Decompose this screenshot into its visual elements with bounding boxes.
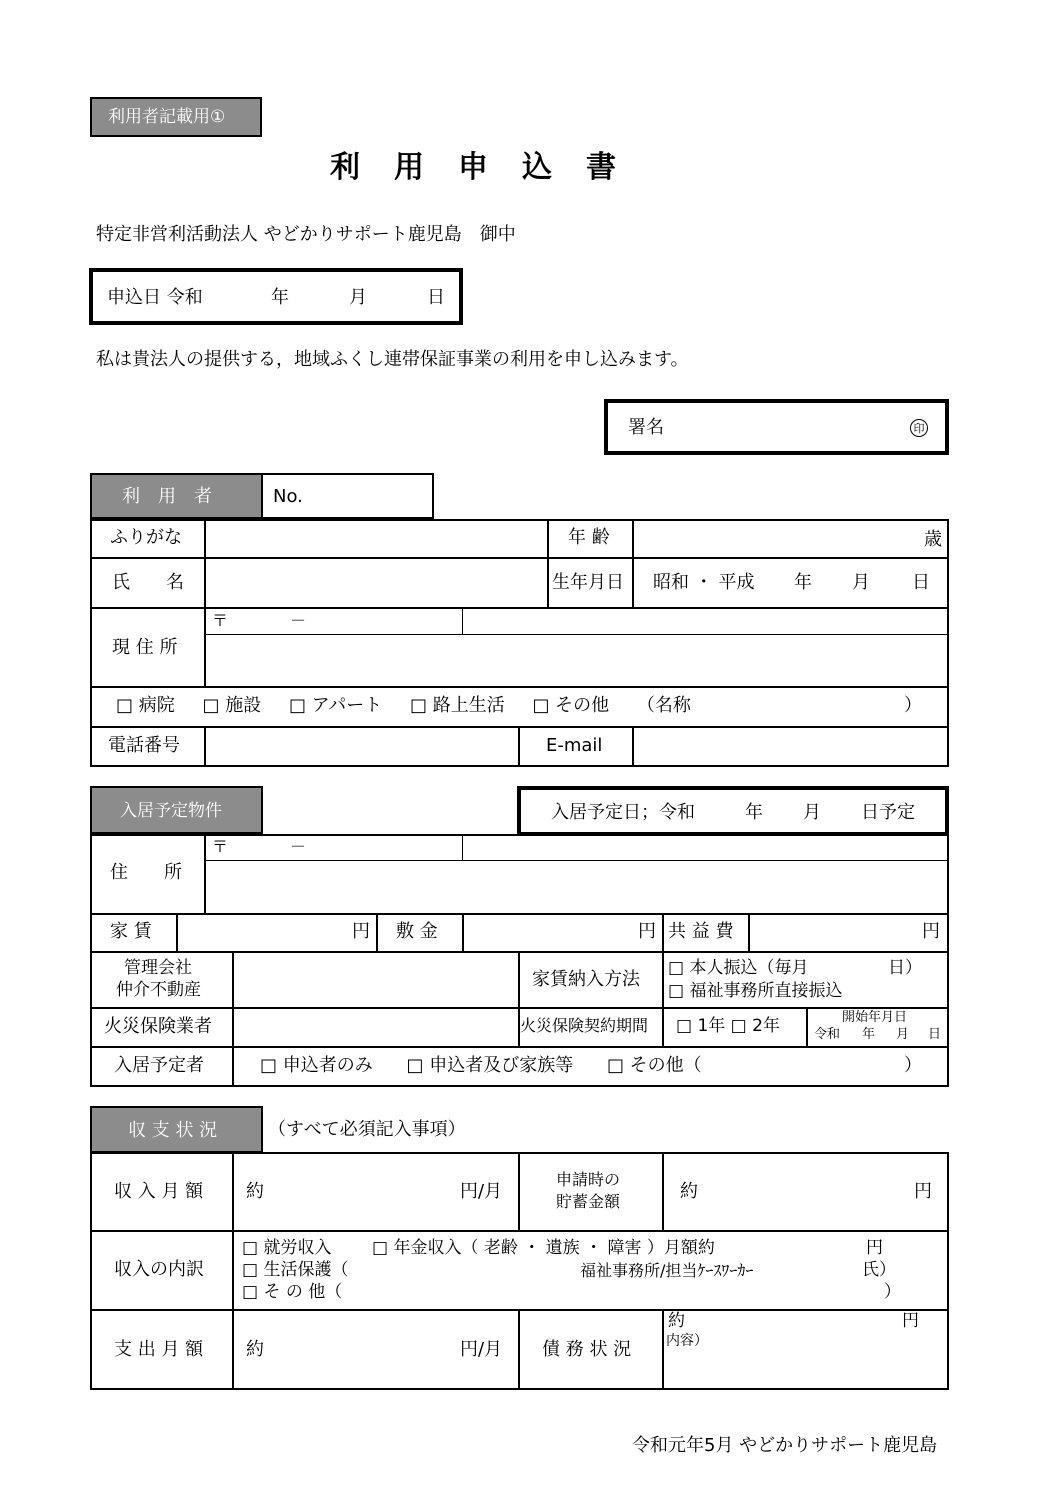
payment-option-self[interactable]: □ 本人振込（毎月 (668, 958, 809, 978)
management-company-input[interactable] (234, 953, 517, 1006)
finance-section-header-text: 収 支 状 況 (128, 1120, 218, 1141)
common-fee-label: 共 益 費 (668, 921, 734, 942)
form-badge (90, 97, 262, 137)
insurance-start-month: 月 (896, 1027, 910, 1042)
name-input[interactable] (206, 559, 546, 606)
dob-month: 月 (852, 572, 870, 593)
income-option-welfare[interactable]: □ 生活保護（ (242, 1260, 349, 1280)
rent-input[interactable] (178, 915, 348, 950)
user-section-header-text: 利 用 者 (122, 486, 212, 507)
user-number-label: No. (273, 486, 303, 507)
debt-label: 債 務 状 況 (542, 1339, 632, 1360)
move-in-month: 月 (803, 802, 821, 823)
signature-label: 署名 (628, 417, 664, 438)
management-label-2: 仲介不動産 (116, 980, 201, 1000)
signature-box[interactable] (604, 399, 949, 455)
payment-method-label: 家賃納入方法 (532, 969, 640, 990)
phone-label: 電話番号 (108, 735, 180, 756)
property-address-input[interactable] (206, 862, 947, 912)
age-label: 年 齢 (568, 527, 610, 548)
user-section-header (90, 473, 263, 519)
insurance-start-era: 令和 (814, 1027, 841, 1042)
property-postal-mark: 〒 (212, 837, 229, 856)
user-number-field[interactable] (261, 473, 434, 519)
move-in-date-box[interactable] (517, 786, 949, 836)
move-in-year: 年 (745, 802, 763, 823)
postal-mark: 〒 (212, 611, 229, 630)
email-label: E-mail (546, 735, 603, 756)
residence-option-other[interactable]: □ その他 (532, 695, 610, 716)
occupant-options[interactable] (260, 1057, 702, 1075)
finance-note: （すべて必須記入事項） (268, 1119, 466, 1140)
postal-code-input[interactable] (230, 609, 460, 633)
monthly-income-approx: 約 (246, 1181, 264, 1202)
debt-approx: 約 (668, 1311, 685, 1331)
address-label: 現 住 所 (112, 637, 178, 658)
seal-icon: 印 (910, 419, 928, 437)
occupant-option-other[interactable]: □ その他（ (606, 1055, 702, 1076)
addressee: 特定非営利活動法人 やどかりサポート鹿児島 御中 (96, 224, 516, 245)
finance-section-header (90, 1106, 263, 1153)
debt-input[interactable] (664, 1350, 947, 1388)
savings-yen: 円 (914, 1181, 932, 1202)
occupant-other-close: ） (904, 1055, 922, 1076)
monthly-expense-label: 支 出 月 額 (114, 1339, 204, 1360)
monthly-income-unit: 円/月 (460, 1181, 503, 1202)
move-in-date-label: 入居予定日；令和 (551, 802, 695, 823)
income-option-pension[interactable]: □ 年金収入（ 老齢 ・ 遺族 ・ 障害 ）月額約 (372, 1238, 715, 1258)
rent-yen: 円 (352, 921, 370, 942)
insurer-input[interactable] (234, 1009, 517, 1045)
residence-option-facility[interactable]: □ 施設 (202, 695, 262, 716)
residence-type-options[interactable] (116, 697, 691, 715)
payment-option-welfare[interactable]: □ 福祉事務所直接振込 (668, 981, 843, 1001)
rent-label: 家 賃 (110, 921, 152, 942)
property-postal-input[interactable] (230, 836, 460, 859)
email-input[interactable] (634, 728, 947, 765)
dob-label: 生年月日 (552, 572, 624, 593)
statement: 私は貴法人の提供する，地域ふくし連帯保証事業の利用を申し込みます。 (96, 349, 689, 370)
deposit-label: 敷 金 (396, 921, 438, 942)
name-label: 氏 名 (112, 572, 184, 593)
furigana-label: ふりがな (110, 527, 182, 548)
insurance-start-year: 年 (862, 1027, 876, 1042)
form-badge-text: 利用者記載用① (108, 107, 226, 127)
insurance-period-options[interactable]: □ 1年 □ 2年 (676, 1016, 780, 1036)
insurance-start-day: 日 (928, 1027, 942, 1042)
postal-dash: － (290, 611, 307, 630)
common-fee-input[interactable] (750, 915, 918, 950)
application-date-month: 月 (349, 287, 367, 308)
income-other-close: ） (884, 1282, 901, 1302)
deposit-input[interactable] (464, 915, 634, 950)
address-input[interactable] (206, 636, 947, 685)
property-section-header (90, 786, 263, 834)
property-postal-dash: － (290, 837, 307, 856)
dob-day: 日 (912, 572, 930, 593)
dob-year: 年 (794, 572, 812, 593)
application-date-label: 申込日 令和 (107, 287, 203, 308)
age-unit: 歳 (924, 529, 942, 550)
age-input[interactable] (634, 521, 919, 556)
occupant-option-self[interactable]: □ 申込者のみ (260, 1055, 373, 1076)
property-address-label: 住 所 (110, 862, 182, 883)
occupant-option-family[interactable]: □ 申込者及び家族等 (406, 1055, 574, 1076)
debt-contents-label: 内容） (666, 1333, 708, 1349)
dob-era: 昭和 ・ 平成 (653, 572, 755, 593)
phone-input[interactable] (206, 728, 517, 765)
monthly-income-label: 収 入 月 額 (114, 1181, 204, 1202)
common-fee-yen: 円 (922, 921, 940, 942)
monthly-expense-unit: 円/月 (460, 1339, 503, 1360)
monthly-expense-approx: 約 (246, 1339, 264, 1360)
insurance-period-label: 火災保険契約期間 (520, 1016, 649, 1035)
monthly-expense-input[interactable] (270, 1311, 456, 1389)
savings-input[interactable] (704, 1154, 910, 1229)
insurance-start-label: 開始年月日 (842, 1010, 908, 1025)
residence-option-hospital[interactable]: □ 病院 (116, 695, 175, 716)
savings-approx: 約 (680, 1181, 698, 1202)
insurer-label: 火災保険業者 (104, 1016, 212, 1037)
savings-label-2: 貯蓄金額 (556, 1192, 621, 1211)
income-option-work[interactable]: □ 就労収入 (242, 1238, 332, 1258)
application-date-day: 日 (427, 287, 445, 308)
residence-other-name-label: （名称 (636, 695, 691, 716)
property-section-header-text: 入居予定物件 (120, 801, 222, 821)
debt-yen: 円 (902, 1311, 919, 1331)
residence-option-street[interactable]: □ 路上生活 (409, 695, 505, 716)
residence-other-close: ） (904, 695, 922, 716)
form-title: 利 用 申 込 書 (330, 150, 618, 185)
monthly-income-input[interactable] (270, 1154, 456, 1229)
income-welfare-suffix: 氏） (862, 1260, 896, 1280)
application-date-year: 年 (271, 287, 289, 308)
residence-option-apartment[interactable]: □ アパート (288, 695, 383, 716)
income-option-other[interactable]: □ そ の 他（ (242, 1282, 343, 1302)
income-pension-yen: 円 (866, 1238, 883, 1258)
furigana-input[interactable] (206, 521, 546, 556)
payment-option-self-end: 日） (888, 958, 922, 978)
income-breakdown-label: 収入の内訳 (114, 1259, 204, 1280)
deposit-yen: 円 (638, 921, 656, 942)
savings-label-1: 申請時の (556, 1170, 621, 1189)
occupants-label: 入居予定者 (114, 1055, 204, 1076)
application-date-box[interactable] (89, 268, 463, 325)
management-label-1: 管理会社 (124, 958, 192, 978)
income-welfare-caseworker: 福祉事務所/担当ｹｰｽﾜｰｶｰ (580, 1261, 754, 1280)
move-in-day: 日予定 (861, 802, 915, 823)
footer: 令和元年5月 やどかりサポート鹿児島 (632, 1435, 938, 1456)
